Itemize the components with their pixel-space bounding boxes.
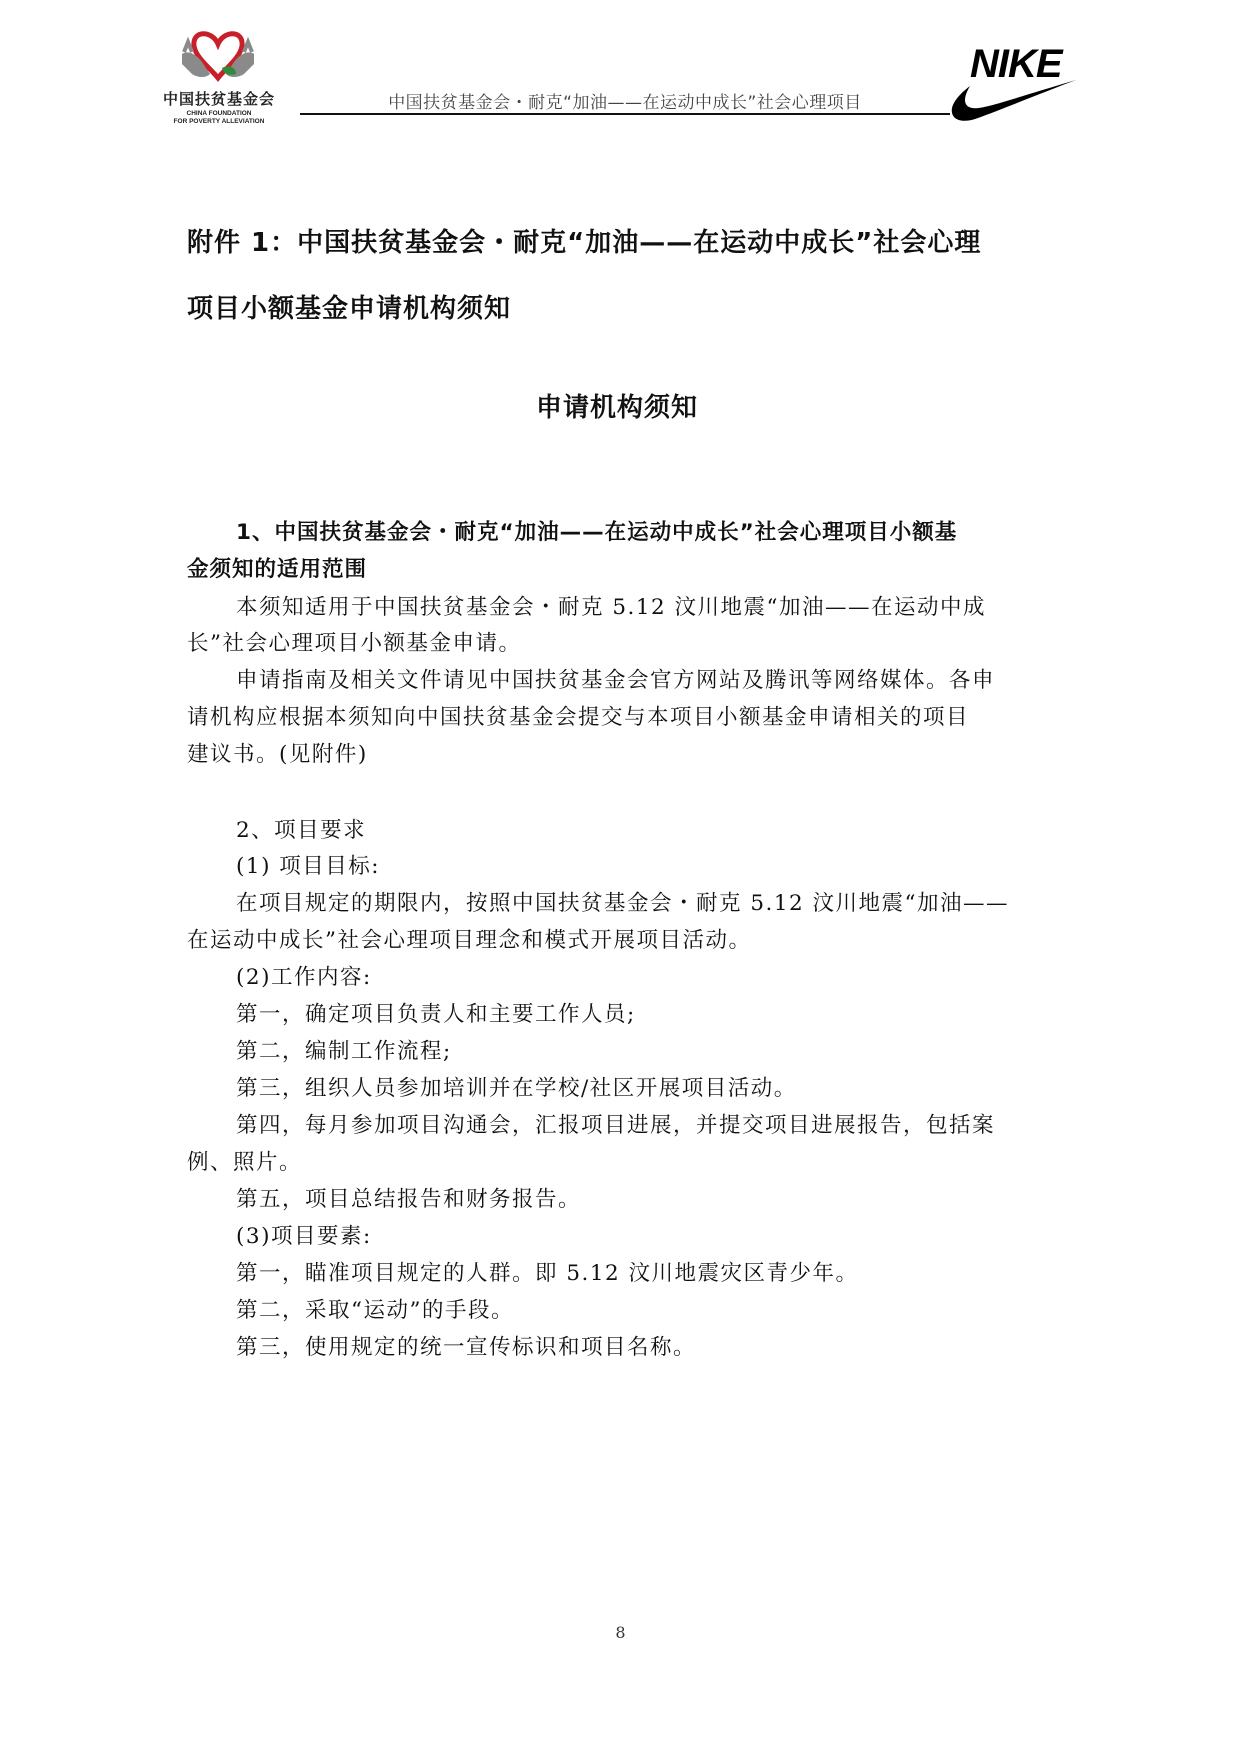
section1-paragraph1-line1: 本须知适用于中国扶贫基金会・耐克 5.12 汶川地震“加油——在运动中成 [236, 595, 987, 620]
section2-heading: 2、项目要求 [236, 818, 367, 843]
attachment-title-line2: 项目小额基金申请机构须知 [187, 294, 512, 324]
page-header [0, 0, 1241, 150]
section2-sub1-label: (1) 项目目标: [236, 854, 381, 879]
section2-sub2-item: 例、照片。 [187, 1150, 303, 1175]
cfpa-logo-en-line2: FOR POVERTY ALLEVIATION [173, 118, 265, 125]
cfpa-logo-en-text [160, 110, 278, 126]
section-title: 申请机构须知 [535, 393, 698, 423]
section1-paragraph2-line2: 请机构应根据本须知向中国扶贫基金会提交与本项目小额基金申请相关的项目 [187, 705, 970, 730]
section2-sub3-label: (3)项目要素: [236, 1224, 372, 1249]
section2-sub2-item: 第四，每月参加项目沟通会，汇报项目进展，并提交项目进展报告，包括案 [236, 1113, 996, 1138]
section2-sub2-item: 第三，组织人员参加培训并在学校/社区开展项目活动。 [236, 1076, 797, 1101]
section1-paragraph1-line2: 长”社会心理项目小额基金申请。 [187, 631, 522, 656]
nike-wordmark: NIKE [970, 42, 1062, 86]
section2-sub3-item: 第三，使用规定的统一宣传标识和项目名称。 [236, 1335, 697, 1360]
attachment-title-line1: 附件 1：中国扶贫基金会・耐克“加油——在运动中成长”社会心理 [187, 228, 982, 258]
section2-sub1-line1: 在项目规定的期限内，按照中国扶贫基金会・耐克 5.12 汶川地震“加油—— [236, 891, 1010, 916]
section2-sub2-item: 第二，编制工作流程; [236, 1039, 452, 1064]
section1-paragraph2-line3: 建议书。(见附件) [187, 742, 368, 767]
heart-hands-icon [178, 24, 258, 86]
section2-sub2-item: 第一，确定项目负责人和主要工作人员; [236, 1002, 636, 1027]
cfpa-logo-en-line1: CHINA FOUNDATION [186, 110, 252, 117]
section2-sub3-item: 第一，瞄准项目规定的人群。即 5.12 汶川地震灾区青少年。 [236, 1261, 859, 1286]
section2-sub3-item: 第二，采取“运动”的手段。 [236, 1298, 514, 1323]
section2-sub1-line2: 在运动中成长”社会心理项目理念和模式开展项目活动。 [187, 928, 752, 953]
section1-paragraph2-line1: 申请指南及相关文件请见中国扶贫基金会官方网站及腾讯等网络媒体。各申 [236, 668, 996, 693]
cfpa-logo-cn-text: 中国扶贫基金会 [162, 90, 275, 108]
header-divider [300, 113, 950, 115]
nike-logo [948, 42, 1078, 122]
section1-heading-line1: 1、中国扶贫基金会・耐克“加油——在运动中成长”社会心理项目小额基 [236, 520, 958, 545]
header-title: 中国扶贫基金会・耐克“加油——在运动中成长”社会心理项目 [388, 93, 862, 113]
section2-sub2-item: 第五，项目总结报告和财务报告。 [236, 1187, 582, 1212]
cfpa-logo [160, 24, 278, 136]
section1-heading-line2: 金须知的适用范围 [187, 557, 368, 582]
page-number: 8 [615, 1623, 626, 1642]
section2-sub2-label: (2)工作内容: [236, 965, 372, 990]
